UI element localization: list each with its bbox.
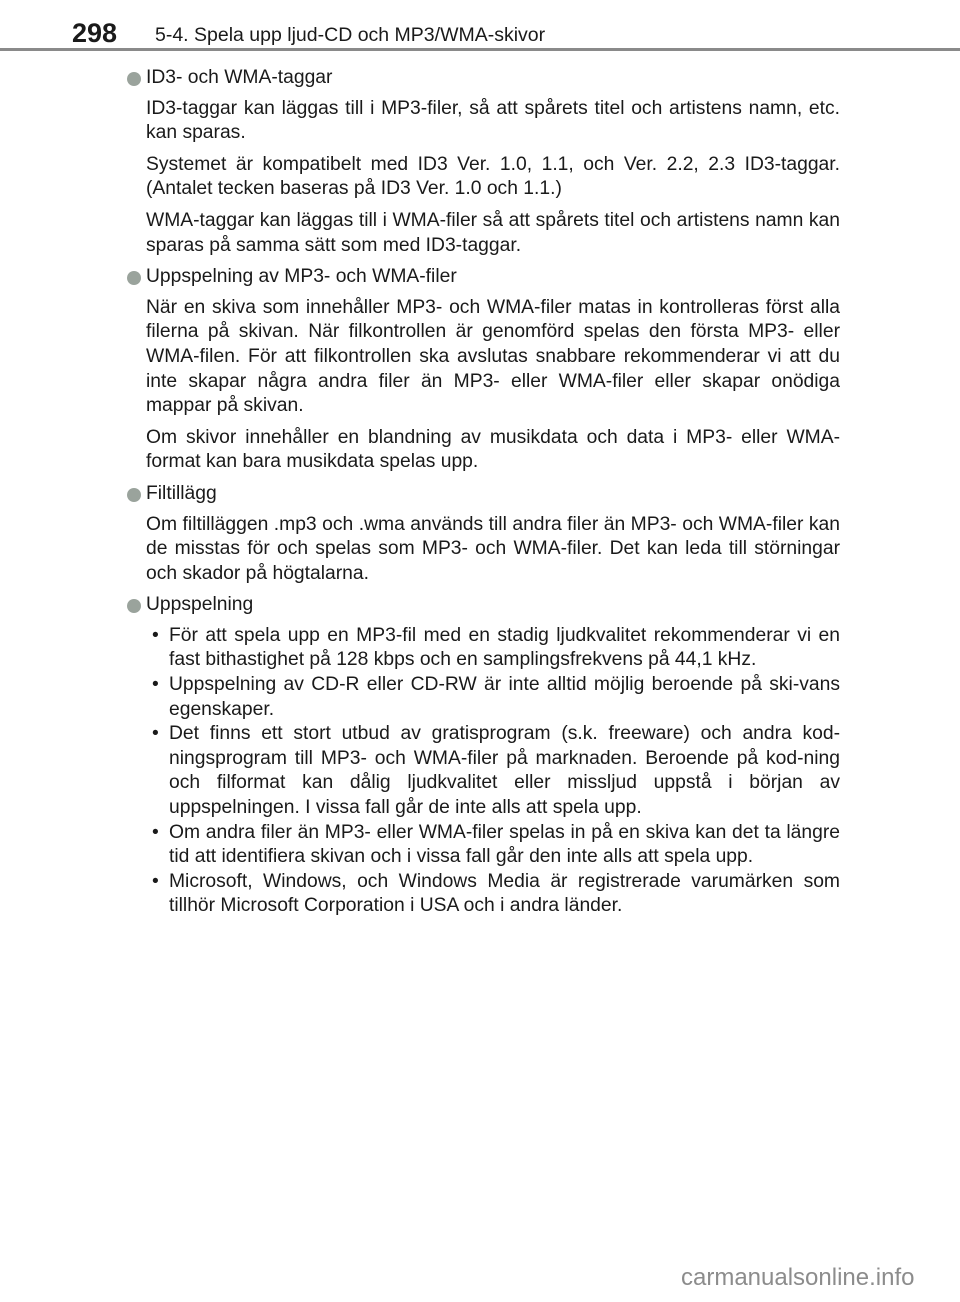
list-item: • Om andra filer än MP3- eller WMA-filer spelas in på en skiva kan det ta längre tid att identifiera skivan och i vissa fall går den inte alls att spela upp.: [152, 821, 840, 868]
page-number: 298: [72, 18, 118, 48]
section-heading: Uppspelning av MP3- och WMA-filer: [146, 266, 457, 288]
paragraph: ID3-taggar kan läggas till i MP3-filer, så att spårets titel och artistens namn, etc. kan sparas.: [146, 97, 840, 144]
paragraph: WMA-taggar kan läggas till i WMA-filer så att spårets titel och artistens namn kan sparas på samma sätt som med ID3-taggar.: [146, 209, 840, 256]
section-id3-wma-tags: [127, 66, 840, 258]
section-heading: Uppspelning: [146, 594, 254, 616]
watermark: carmanualsonline.info: [681, 1264, 915, 1291]
paragraph: Om skivor innehåller en blandning av musikdata och data i MP3- eller WMA-format kan bara musikdata spelas upp.: [146, 426, 840, 473]
section-playback: [127, 593, 840, 919]
paragraph: När en skiva som innehåller MP3- och WMA-filer matas in kontrolleras först alla filerna på skivan. När filkontrollen är genomförd spelas den första MP3- eller WMA-filen. För att filkontrollen ska avslutas snabbare rekommenderar vi att du inte skapar några andra filer än MP3- eller WMA-filer eller skapar onödiga mappar på skivan.: [146, 296, 840, 417]
bullet-list: [146, 624, 840, 919]
list-item: • Microsoft, Windows, och Windows Media är registrerade varumärken som tillhör Microsoft Corporation i USA och i andra länder.: [152, 870, 840, 917]
section-playback-mp3-wma: [127, 265, 840, 475]
page-content: [127, 66, 840, 925]
bullet-circle-icon: [127, 488, 141, 502]
paragraph: Om filtilläggen .mp3 och .wma används till andra filer än MP3- och WMA-filer kan de misstas för och spelas som MP3- och WMA-filer. Det kan leda till störningar och skador på högtalarna.: [146, 513, 840, 584]
bullet-circle-icon: [127, 271, 141, 285]
list-item: • Det finns ett stort utbud av gratisprogram (s.k. freeware) och andra kod-ningsprogram till MP3- och WMA-filer på marknaden. Beroende på kod-ning och filformat kan dålig ljudkvalitet eller missljud uppstå i början av uppspelningen. I vissa fall går de inte alls att spela upp.: [152, 723, 840, 819]
header-rule: [0, 48, 960, 51]
bullet-circle-icon: [127, 599, 141, 613]
section-heading: ID3- och WMA-taggar: [146, 67, 333, 88]
bullet-circle-icon: [127, 72, 141, 86]
section-title: 5-4. Spela upp ljud-CD och MP3/WMA-skivor: [155, 24, 546, 46]
section-file-extensions: [127, 482, 840, 586]
section-heading: Filtillägg: [146, 482, 217, 504]
list-item: • För att spela upp en MP3-fil med en stadig ljudkvalitet rekommenderar vi en fast bithastighet på 128 kbps och en samplingsfrekvens på 44,1 kHz.: [152, 624, 840, 671]
paragraph: Systemet är kompatibelt med ID3 Ver. 1.0, 1.1, och Ver. 2.2, 2.3 ID3-taggar. (Antalet tecken baseras på ID3 Ver. 1.0 och 1.1.): [146, 153, 840, 200]
list-item: • Uppspelning av CD-R eller CD-RW är inte alltid möjlig beroende på ski-vans egenskaper.: [152, 674, 840, 720]
